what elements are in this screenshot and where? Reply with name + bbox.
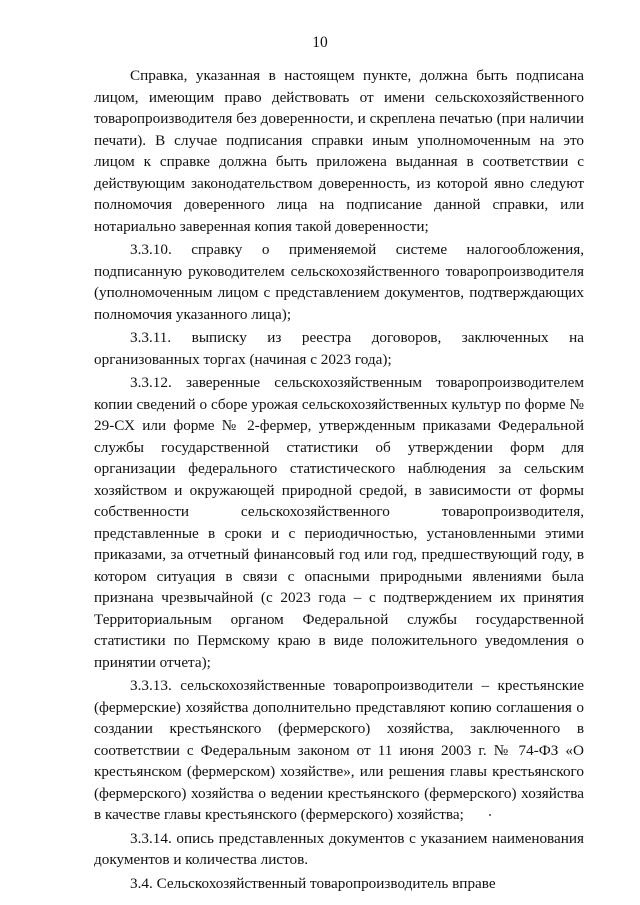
paragraph-3-3-10: 3.3.10. справку о применяемой системе налогообложения, подписанную руководителем сельскохозяйственного товаропроизводителя (уполномоченным лицом с представлением документов, подтверждающих полномочия указанного лица); [94,241,584,323]
document-body [94,65,584,894]
paragraph-3-3-14: 3.3.14. опись представленных документов с указанием наименования документов и количества листов. [94,829,584,868]
paragraph-3-3-11: 3.3.11. выписку из реестра договоров, заключенных на организованных торгах (начиная с 2023 года); [94,329,584,368]
scan-speck [489,814,491,816]
paragraph-3-4: 3.4. Сельскохозяйственный товаропроизводитель вправе [130,874,496,892]
paragraph-3-3-12: 3.3.12. заверенные сельскохозяйственным товаропроизводителем копии сведений о сборе урожая сельскохозяйственных культур по форме № 29-СХ или форме № 2-фермер, утвержденным приказами Федеральной службы государственной статистики об утверждении форм для организации федерального статистического наблюдения за сельским хозяйством и окружающей природной средой, в зависимости от формы собственности сельскохозяйственного товаропроизводителя, представленные в сроки и с периодичностью, установленными этими приказами, за отчетный финансовый год или год, предшествующий году, в котором ситуация в связи с опасными природными явлениями была признана чрезвычайной (с 2023 года – с подтверждением их принятия Территориальным органом Федеральной службы государственной статистики по Пермскому краю в виде положительного уведомления о принятии отчета); [94,374,584,671]
paragraph-3-3-13: 3.3.13. сельскохозяйственные товаропроизводители – крестьянские (фермерские) хозяйства дополнительно представляют копию соглашения о создании крестьянского (фермерского) хозяйства, заключенного в соответствии с Федеральным законом от 11 июня 2003 г. № 74-ФЗ «О крестьянском (фермерском) хозяйстве», или решения главы крестьянского (фермерского) хозяйства о ведении крестьянского (фермерского) хозяйства в качестве главы крестьянского (фермерского) хозяйства; [94,677,584,823]
page-number: 10 [312,34,328,51]
paragraph-signature-requirements: Справка, указанная в настоящем пункте, должна быть подписана лицом, имеющим право действовать от имени сельскохозяйственного товаропроизводителя без доверенности, и скреплена печатью (при наличии печати). В случае подписания справки иным уполномоченным на это лицом к справке должна быть приложена выданная в соответствии с действующим законодательством доверенность, из которой явно следуют полномочия доверенного лица на подписание данной справки, или нотариально заверенная копия такой доверенности; [94,67,584,235]
